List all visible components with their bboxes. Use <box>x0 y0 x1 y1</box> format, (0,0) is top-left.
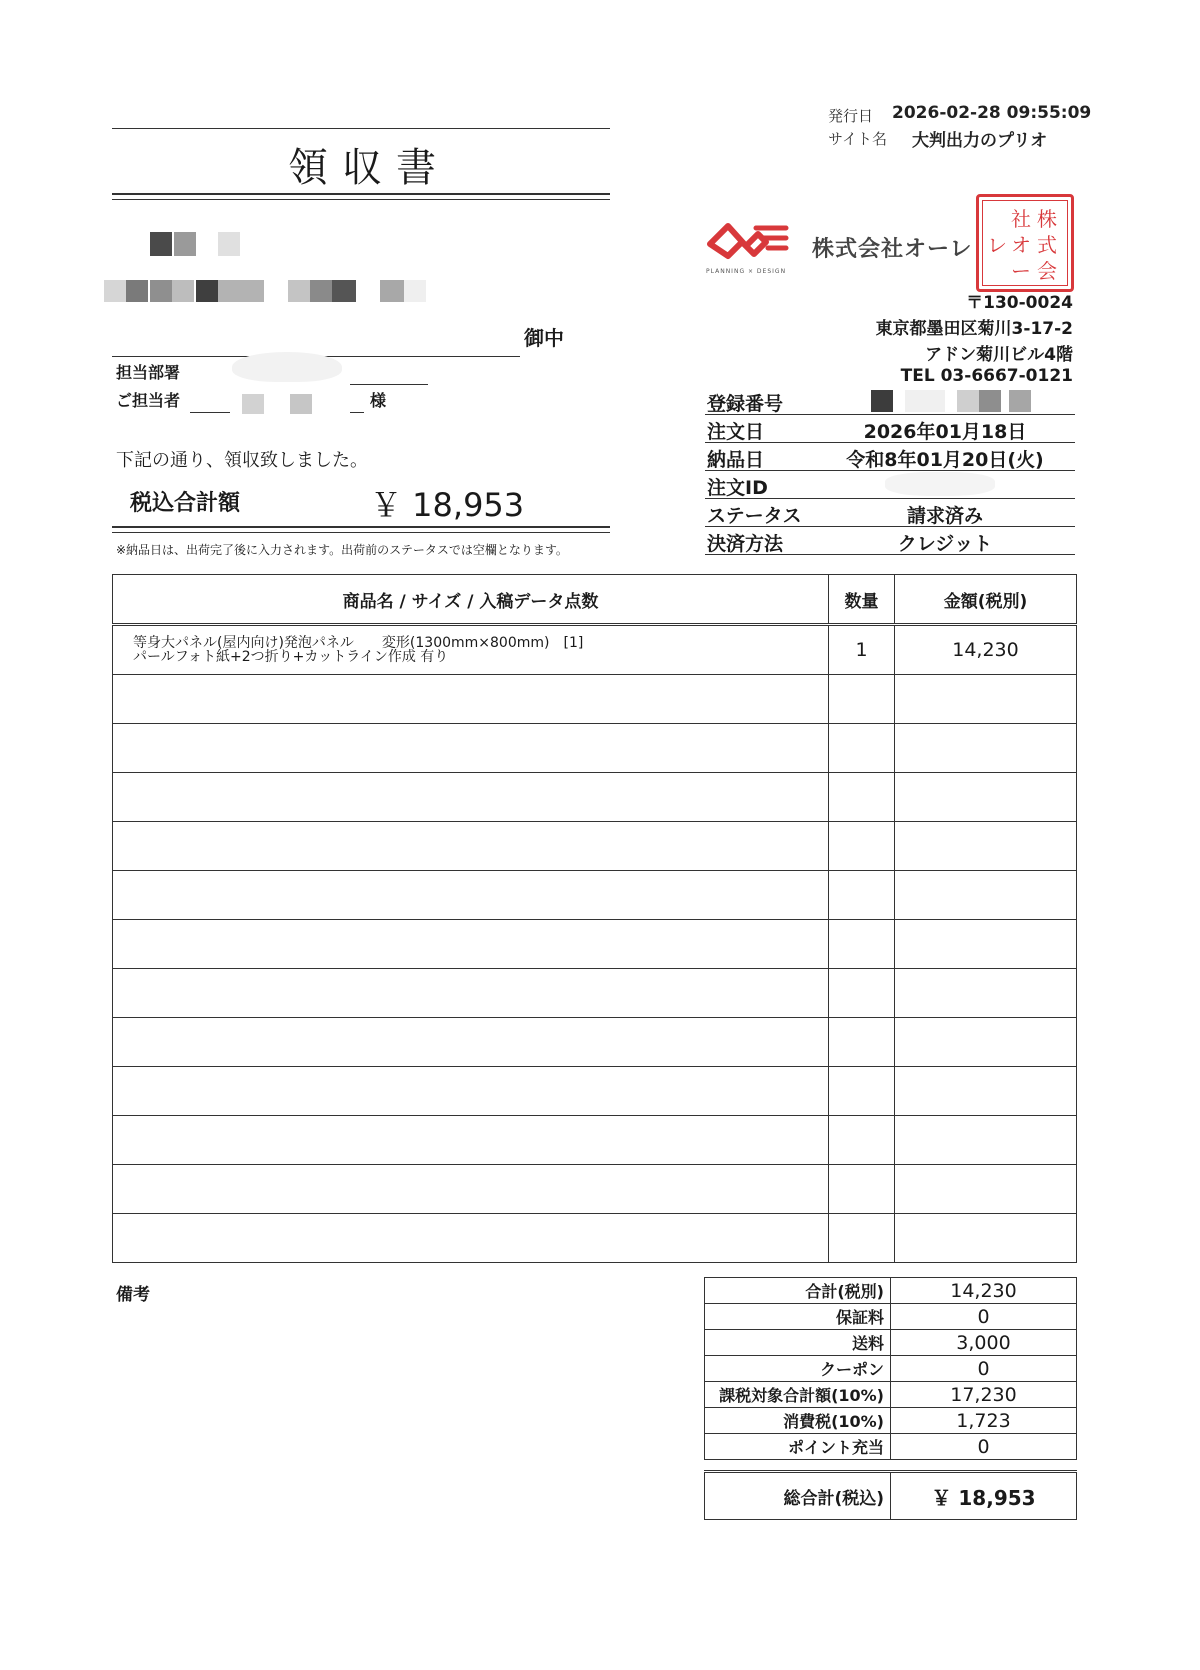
person-underline-1 <box>190 412 230 413</box>
totals-label: 消費税(10%) <box>705 1408 891 1434</box>
item-line-1: 等身大パネル(屋内向け)発泡パネル 変形(1300mm×800mm) [1] <box>133 635 584 651</box>
table-row <box>113 1214 1077 1263</box>
company-name: 株式会社オーレ <box>812 237 973 262</box>
totals-value: 0 <box>891 1434 1077 1460</box>
item-name-cell <box>113 625 829 675</box>
redacted-dept <box>232 352 342 382</box>
site-name: 大判出力のプリオ <box>912 131 1048 151</box>
table-row <box>113 920 1077 969</box>
totals-value: 0 <box>891 1356 1077 1382</box>
site-name-label: サイト名 <box>828 130 887 148</box>
table-row <box>113 1116 1077 1165</box>
grand-total-table <box>704 1470 1077 1520</box>
company-postal: 〒130-0024 <box>966 293 1073 313</box>
delivery-note: ※納品日は、出荷完了後に入力されます。出荷前のステータスでは空欄となります。 <box>116 543 568 557</box>
grand-total-value: ￥ 18,953 <box>891 1472 1077 1520</box>
items-header-row <box>113 575 1077 625</box>
logo-subtext: PLANNING × DESIGN <box>706 268 787 275</box>
info-value: 請求済み <box>906 505 983 527</box>
table-row <box>113 1018 1077 1067</box>
table-row <box>113 1165 1077 1214</box>
dept-underline <box>350 384 428 385</box>
totals-row-shipping <box>705 1330 1077 1356</box>
totals-row-tax <box>705 1408 1077 1434</box>
issue-date: 2026-02-28 09:55:09 <box>892 103 1092 123</box>
info-label: 注文ID <box>707 477 768 499</box>
grand-total-label: 総合計(税込) <box>705 1472 891 1520</box>
table-row <box>113 675 1077 724</box>
onchu-label: 御中 <box>524 326 564 350</box>
table-row <box>113 625 1077 675</box>
issue-date-label: 発行日 <box>828 107 874 125</box>
info-label: ステータス <box>707 505 802 527</box>
company-tel: TEL 03-6667-0121 <box>900 366 1073 386</box>
totals-label: ポイント充当 <box>705 1434 891 1460</box>
company-address-1: 東京都墨田区菊川3-17-2 <box>875 319 1073 339</box>
totals-row-coupon <box>705 1356 1077 1382</box>
info-row-registration <box>705 386 1075 415</box>
info-value: 令和8年01月20日(火) <box>846 449 1044 471</box>
totals-row-points <box>705 1434 1077 1460</box>
totals-row-guarantee <box>705 1304 1077 1330</box>
total-incl-label: 税込合計額 <box>130 491 241 516</box>
header-item-name: 商品名 / サイズ / 入稿データ点数 <box>113 575 829 625</box>
title-top-rule <box>112 128 610 129</box>
items-table <box>112 574 1077 1263</box>
info-label: 登録番号 <box>707 393 784 415</box>
page-title: 領収書 <box>288 145 450 191</box>
totals-label: 保証料 <box>705 1304 891 1330</box>
total-incl-value: ￥ 18,953 <box>370 486 525 524</box>
company-logo-icon <box>706 218 790 274</box>
info-row-status <box>705 498 1075 527</box>
remarks-label: 備考 <box>116 1285 150 1305</box>
dept-label: 担当部署 <box>116 363 181 382</box>
item-quantity: 1 <box>829 625 895 675</box>
company-seal-stamp: 株 式 会 社 オ ー レ <box>976 194 1074 292</box>
table-row <box>113 1067 1077 1116</box>
header-quantity: 数量 <box>829 575 895 625</box>
table-row <box>113 871 1077 920</box>
totals-value: 1,723 <box>891 1408 1077 1434</box>
item-amount: 14,230 <box>895 625 1077 675</box>
totals-row-taxable <box>705 1382 1077 1408</box>
totals-label: 課税対象合計額(10%) <box>705 1382 891 1408</box>
title-bottom-rule-2 <box>112 199 610 200</box>
info-row-order-id <box>705 470 1075 499</box>
info-row-delivery-date <box>705 442 1075 471</box>
totals-label: 合計(税別) <box>705 1278 891 1304</box>
totals-label: クーポン <box>705 1356 891 1382</box>
person-underline-2 <box>350 412 364 413</box>
title-bottom-rule <box>112 193 610 195</box>
table-row <box>113 773 1077 822</box>
info-label: 決済方法 <box>707 533 784 555</box>
totals-value: 17,230 <box>891 1382 1077 1408</box>
info-row-payment <box>705 526 1075 555</box>
sama-label: 様 <box>370 391 387 410</box>
info-label: 注文日 <box>707 421 765 443</box>
table-row <box>113 822 1077 871</box>
grand-total-row <box>705 1472 1077 1520</box>
info-row-order-date <box>705 414 1075 443</box>
totals-table <box>704 1277 1077 1460</box>
total-rule-2 <box>112 532 610 533</box>
info-label: 納品日 <box>707 449 765 471</box>
info-value: 2026年01月18日 <box>863 421 1027 443</box>
person-label: ご担当者 <box>116 391 181 410</box>
totals-value: 3,000 <box>891 1330 1077 1356</box>
receipt-text: 下記の通り、領収致しました。 <box>116 450 368 471</box>
totals-value: 0 <box>891 1304 1077 1330</box>
company-address-2: アドン菊川ビル4階 <box>925 345 1073 365</box>
totals-value: 14,230 <box>891 1278 1077 1304</box>
info-value: クレジット <box>897 533 993 555</box>
header-amount: 金額(税別) <box>895 575 1077 625</box>
table-row <box>113 724 1077 773</box>
totals-row-subtotal <box>705 1278 1077 1304</box>
table-row <box>113 969 1077 1018</box>
totals-label: 送料 <box>705 1330 891 1356</box>
item-line-2: パールフォト紙+2つ折り+カットライン作成 有り <box>133 649 449 665</box>
total-rule <box>112 526 610 528</box>
